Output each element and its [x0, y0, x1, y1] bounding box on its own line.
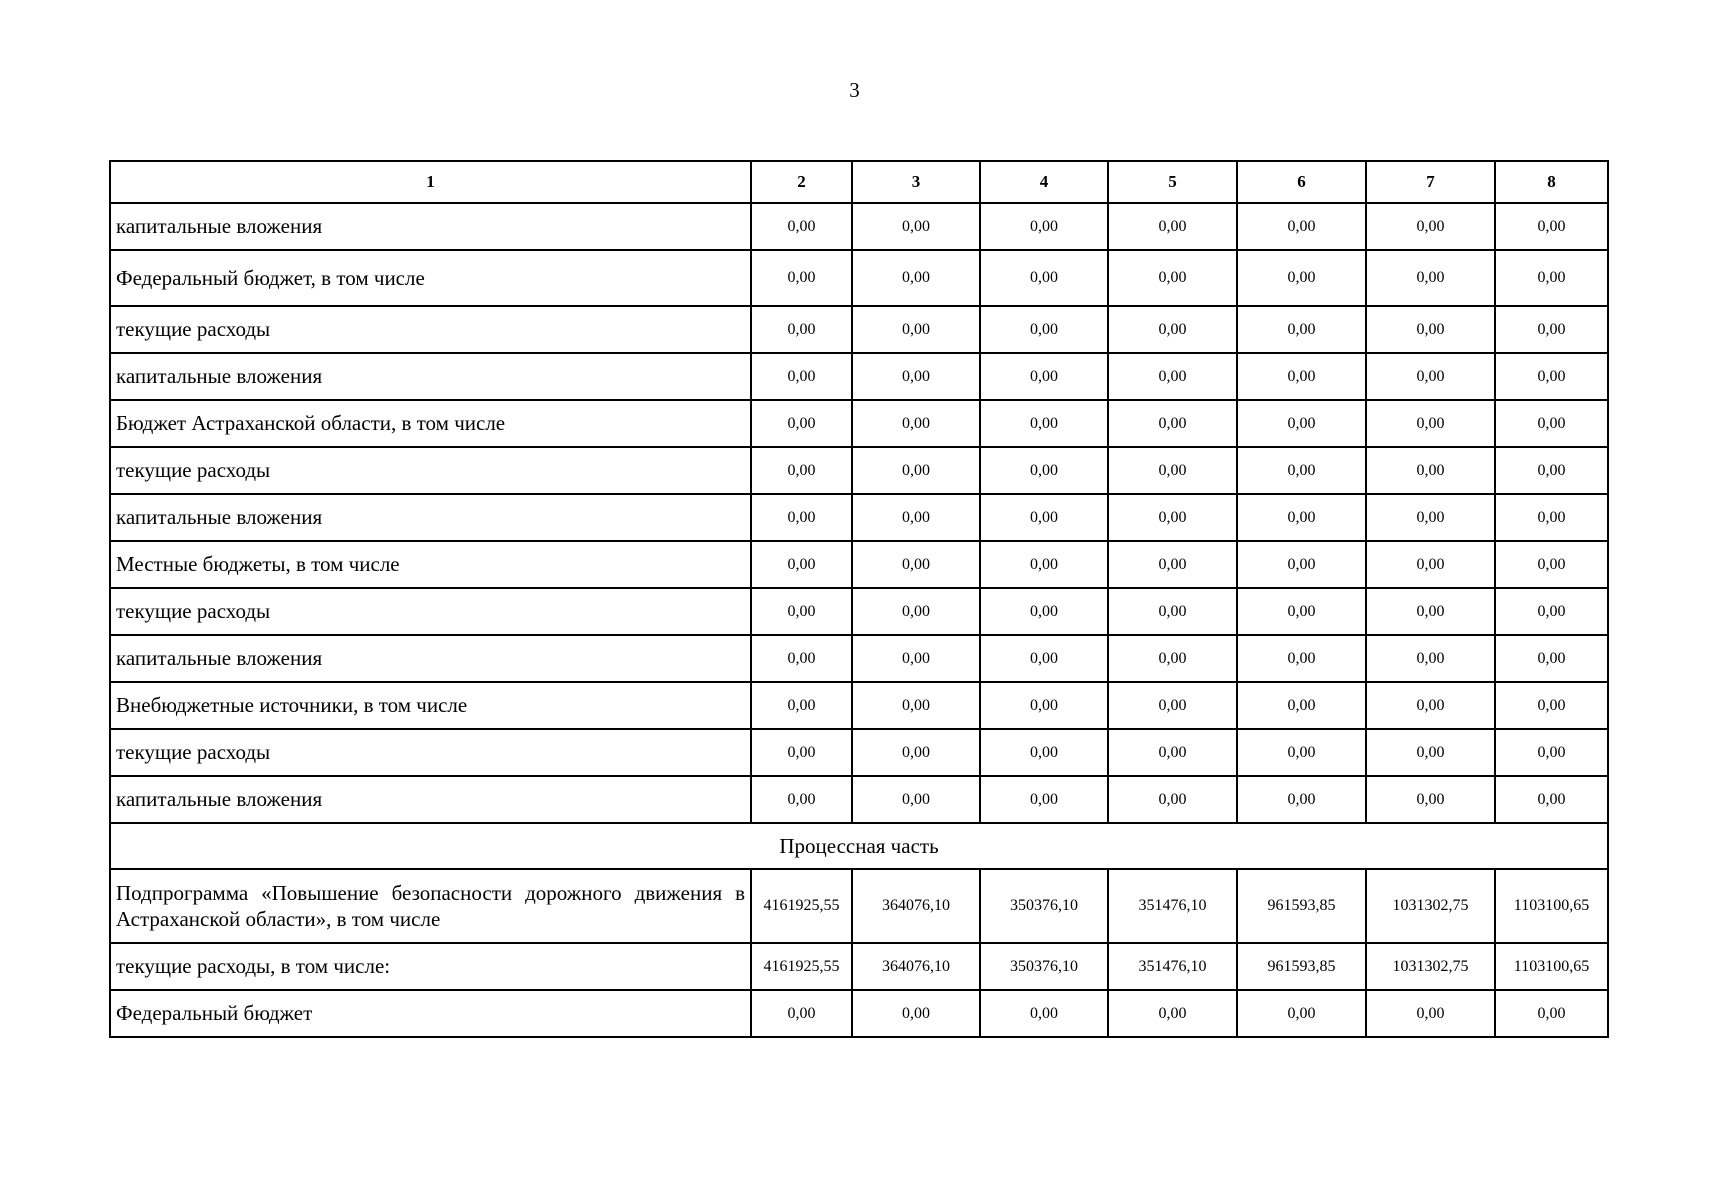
table-cell: 0,00	[751, 635, 852, 682]
table-cell: 0,00	[1366, 494, 1495, 541]
table-cell: 0,00	[1237, 306, 1366, 353]
row-label: капитальные вложения	[110, 494, 751, 541]
table-cell: 351476,10	[1108, 869, 1237, 943]
table-cell: 0,00	[1495, 400, 1608, 447]
table-cell: 0,00	[1366, 541, 1495, 588]
table-cell: 0,00	[751, 729, 852, 776]
table-row	[110, 250, 1608, 306]
table-row	[110, 203, 1608, 250]
table-cell: 0,00	[1108, 203, 1237, 250]
table-cell: 0,00	[751, 250, 852, 306]
row-label: Местные бюджеты, в том числе	[110, 541, 751, 588]
table-cell: 0,00	[1237, 588, 1366, 635]
row-label: текущие расходы	[110, 729, 751, 776]
table-cell: 364076,10	[852, 943, 980, 990]
table-cell: 0,00	[980, 400, 1108, 447]
table-cell: 0,00	[751, 306, 852, 353]
row-label: капитальные вложения	[110, 203, 751, 250]
table-cell: 0,00	[852, 353, 980, 400]
table-row	[110, 353, 1608, 400]
row-label: текущие расходы, в том числе:	[110, 943, 751, 990]
table-cell: 0,00	[852, 990, 980, 1037]
table-cell: 0,00	[1108, 776, 1237, 823]
table-row	[110, 943, 1608, 990]
table-cell: 0,00	[852, 729, 980, 776]
table-cell: 351476,10	[1108, 943, 1237, 990]
table-cell: 0,00	[980, 250, 1108, 306]
table-cell: 0,00	[1237, 729, 1366, 776]
table-cell: 0,00	[980, 990, 1108, 1037]
table-row	[110, 447, 1608, 494]
table-cell: 0,00	[1495, 776, 1608, 823]
table-cell: 0,00	[1108, 729, 1237, 776]
row-label: капитальные вложения	[110, 635, 751, 682]
table-row	[110, 306, 1608, 353]
table-cell: 0,00	[980, 682, 1108, 729]
table-cell: 0,00	[1366, 306, 1495, 353]
column-header: 4	[980, 161, 1108, 203]
table-row	[110, 635, 1608, 682]
table-cell: 0,00	[1495, 990, 1608, 1037]
table-cell: 0,00	[751, 400, 852, 447]
table-cell: 0,00	[852, 494, 980, 541]
table-cell: 0,00	[1495, 682, 1608, 729]
table-cell: 0,00	[1366, 203, 1495, 250]
column-header: 1	[110, 161, 751, 203]
table-cell: 0,00	[980, 541, 1108, 588]
table-cell: 0,00	[852, 447, 980, 494]
table-cell: 961593,85	[1237, 869, 1366, 943]
table-row	[110, 869, 1608, 943]
row-label: Бюджет Астраханской области, в том числе	[110, 400, 751, 447]
table-cell: 0,00	[751, 776, 852, 823]
table-cell: 0,00	[852, 250, 980, 306]
table-cell: 961593,85	[1237, 943, 1366, 990]
row-label: капитальные вложения	[110, 353, 751, 400]
table-cell: 0,00	[1237, 635, 1366, 682]
table-cell: 0,00	[1495, 588, 1608, 635]
table-cell: 0,00	[852, 682, 980, 729]
row-label: текущие расходы	[110, 447, 751, 494]
table-cell: 4161925,55	[751, 869, 852, 943]
column-header: 3	[852, 161, 980, 203]
table-cell: 0,00	[1495, 447, 1608, 494]
table-cell: 0,00	[1495, 494, 1608, 541]
table-cell: 0,00	[1495, 635, 1608, 682]
table-cell: 0,00	[980, 729, 1108, 776]
column-header: 5	[1108, 161, 1237, 203]
table-cell: 0,00	[852, 400, 980, 447]
section-header-row	[110, 823, 1608, 869]
table-cell: 1103100,65	[1495, 869, 1608, 943]
table-cell: 0,00	[980, 447, 1108, 494]
table-cell: 0,00	[1366, 990, 1495, 1037]
table-cell: 0,00	[852, 306, 980, 353]
table-cell: 0,00	[852, 588, 980, 635]
table-cell: 0,00	[852, 541, 980, 588]
table-cell: 0,00	[751, 588, 852, 635]
table-cell: 0,00	[1108, 990, 1237, 1037]
column-header: 2	[751, 161, 852, 203]
table-cell: 0,00	[1237, 203, 1366, 250]
table-cell: 0,00	[980, 306, 1108, 353]
table-cell: 0,00	[1237, 400, 1366, 447]
table-cell: 364076,10	[852, 869, 980, 943]
row-label: Подпрограмма «Повышение безопасности дорожного движения в Астраханской области», в том числе	[110, 869, 751, 943]
table-cell: 0,00	[1495, 306, 1608, 353]
table-cell: 0,00	[1495, 203, 1608, 250]
table-cell: 0,00	[1366, 729, 1495, 776]
table-cell: 0,00	[1237, 776, 1366, 823]
table-cell: 350376,10	[980, 869, 1108, 943]
table-cell: 0,00	[751, 353, 852, 400]
table-cell: 0,00	[1495, 541, 1608, 588]
row-label: текущие расходы	[110, 588, 751, 635]
table-row	[110, 400, 1608, 447]
table-cell: 0,00	[1108, 306, 1237, 353]
table-cell: 0,00	[1366, 682, 1495, 729]
table-cell: 0,00	[980, 776, 1108, 823]
table-cell: 0,00	[852, 203, 980, 250]
table-row	[110, 729, 1608, 776]
table-cell: 0,00	[1495, 353, 1608, 400]
budget-table	[109, 160, 1609, 1038]
table-header-row	[110, 161, 1608, 203]
table-cell: 0,00	[751, 203, 852, 250]
table-cell: 1103100,65	[1495, 943, 1608, 990]
column-header: 8	[1495, 161, 1608, 203]
section-title: Процессная часть	[110, 823, 1608, 869]
table-cell: 350376,10	[980, 943, 1108, 990]
table-row	[110, 990, 1608, 1037]
column-header: 7	[1366, 161, 1495, 203]
table-cell: 0,00	[751, 682, 852, 729]
page-number: 3	[849, 78, 860, 102]
table-cell: 1031302,75	[1366, 943, 1495, 990]
row-label: Федеральный бюджет	[110, 990, 751, 1037]
table-cell: 0,00	[980, 494, 1108, 541]
table-cell: 0,00	[1237, 990, 1366, 1037]
table-cell: 0,00	[751, 990, 852, 1037]
table-cell: 0,00	[1108, 541, 1237, 588]
table-row	[110, 588, 1608, 635]
table-cell: 1031302,75	[1366, 869, 1495, 943]
table-cell: 0,00	[852, 776, 980, 823]
table-cell: 0,00	[1108, 635, 1237, 682]
table-cell: 0,00	[980, 203, 1108, 250]
table-cell: 0,00	[1366, 353, 1495, 400]
column-header: 6	[1237, 161, 1366, 203]
table-cell: 0,00	[1366, 447, 1495, 494]
table-cell: 0,00	[1108, 353, 1237, 400]
table-cell: 0,00	[1237, 682, 1366, 729]
table-cell: 0,00	[980, 588, 1108, 635]
table-cell: 0,00	[1366, 776, 1495, 823]
table-cell: 0,00	[852, 635, 980, 682]
table-row	[110, 682, 1608, 729]
table-cell: 0,00	[751, 494, 852, 541]
table-cell: 0,00	[1237, 353, 1366, 400]
table-cell: 0,00	[1237, 494, 1366, 541]
table-cell: 0,00	[1495, 250, 1608, 306]
table-row	[110, 541, 1608, 588]
table-cell: 0,00	[1366, 588, 1495, 635]
table-cell: 0,00	[1108, 494, 1237, 541]
row-label: Федеральный бюджет, в том числе	[110, 250, 751, 306]
table-row	[110, 494, 1608, 541]
table-cell: 0,00	[751, 447, 852, 494]
table-cell: 0,00	[1366, 635, 1495, 682]
table-cell: 0,00	[1237, 250, 1366, 306]
table-cell: 0,00	[751, 541, 852, 588]
table-cell: 0,00	[980, 353, 1108, 400]
table-cell: 0,00	[1108, 447, 1237, 494]
row-label: текущие расходы	[110, 306, 751, 353]
table-cell: 0,00	[1495, 729, 1608, 776]
table-cell: 0,00	[1366, 400, 1495, 447]
table-cell: 0,00	[980, 635, 1108, 682]
table-cell: 0,00	[1237, 541, 1366, 588]
table-cell: 0,00	[1237, 447, 1366, 494]
table-cell: 0,00	[1366, 250, 1495, 306]
table-cell: 0,00	[1108, 250, 1237, 306]
row-label: капитальные вложения	[110, 776, 751, 823]
table-cell: 0,00	[1108, 400, 1237, 447]
row-label: Внебюджетные источники, в том числе	[110, 682, 751, 729]
table-row	[110, 776, 1608, 823]
table-cell: 0,00	[1108, 588, 1237, 635]
table-cell: 0,00	[1108, 682, 1237, 729]
table-cell: 4161925,55	[751, 943, 852, 990]
